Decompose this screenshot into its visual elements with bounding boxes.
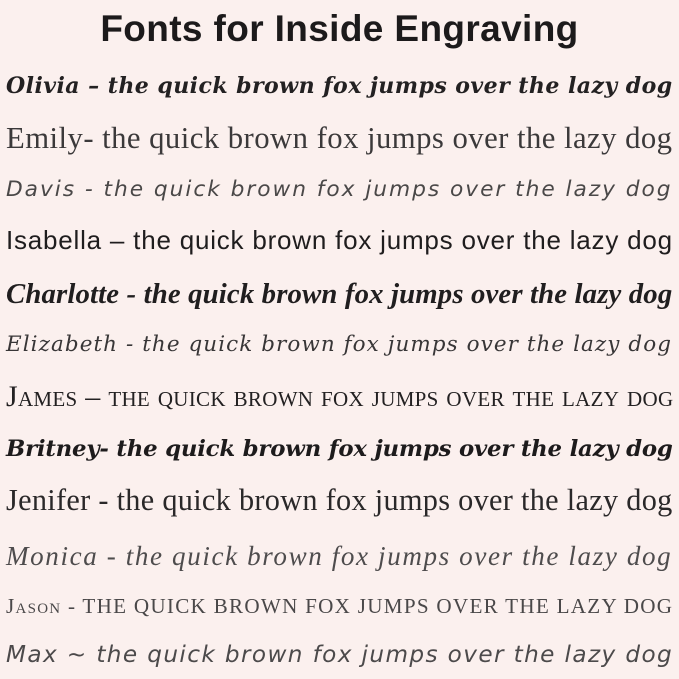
font-sample-row-max xyxy=(6,643,673,667)
font-sample-row-olivia xyxy=(6,72,673,99)
font-sample-row-isabella xyxy=(6,224,673,255)
font-sample-isabella: Isabella – the quick brown fox jumps over the lazy dog xyxy=(6,224,673,255)
font-sample-olivia: Olivia – the quick brown fox jumps over the lazy dog xyxy=(6,72,673,99)
font-sample-charlotte: Charlotte - the quick brown fox jumps over the lazy dog xyxy=(6,277,673,310)
font-sample-row-britney xyxy=(6,437,673,461)
page-title: Fonts for Inside Engraving xyxy=(100,8,579,49)
font-sample-row-jason xyxy=(6,595,673,618)
font-sample-row-charlotte xyxy=(6,279,673,309)
font-sample-jason: Jason - THE QUICK BROWN FOX JUMPS OVER THE LAZY DOG xyxy=(6,593,674,618)
font-sample-row-monica xyxy=(6,542,673,570)
font-sample-row-davis xyxy=(6,179,673,202)
font-sample-james: James – the quick brown fox jumps over the lazy dog xyxy=(6,379,674,413)
font-sample-monica: Monica - the quick brown fox jumps over the lazy dog xyxy=(6,540,673,571)
font-sample-row-james xyxy=(6,381,673,412)
font-sample-row-jenifer xyxy=(6,485,673,517)
font-sample-elizabeth: Elizabeth - the quick brown fox jumps over the lazy dog xyxy=(6,331,673,357)
font-sample-row-emily xyxy=(6,122,673,154)
font-sample-max: Max ~ the quick brown fox jumps over the lazy dog xyxy=(6,641,674,668)
font-sample-emily: Emily- the quick brown fox jumps over the lazy dog xyxy=(6,121,673,156)
font-sample-britney: Britney- the quick brown fox jumps over the lazy dog xyxy=(6,435,673,462)
font-sample-jenifer: Jenifer - the quick brown fox jumps over the lazy dog xyxy=(6,483,673,518)
font-sample-davis: Davis - the quick brown fox jumps over the lazy dog xyxy=(6,177,673,203)
font-sample-row-elizabeth xyxy=(6,331,673,357)
